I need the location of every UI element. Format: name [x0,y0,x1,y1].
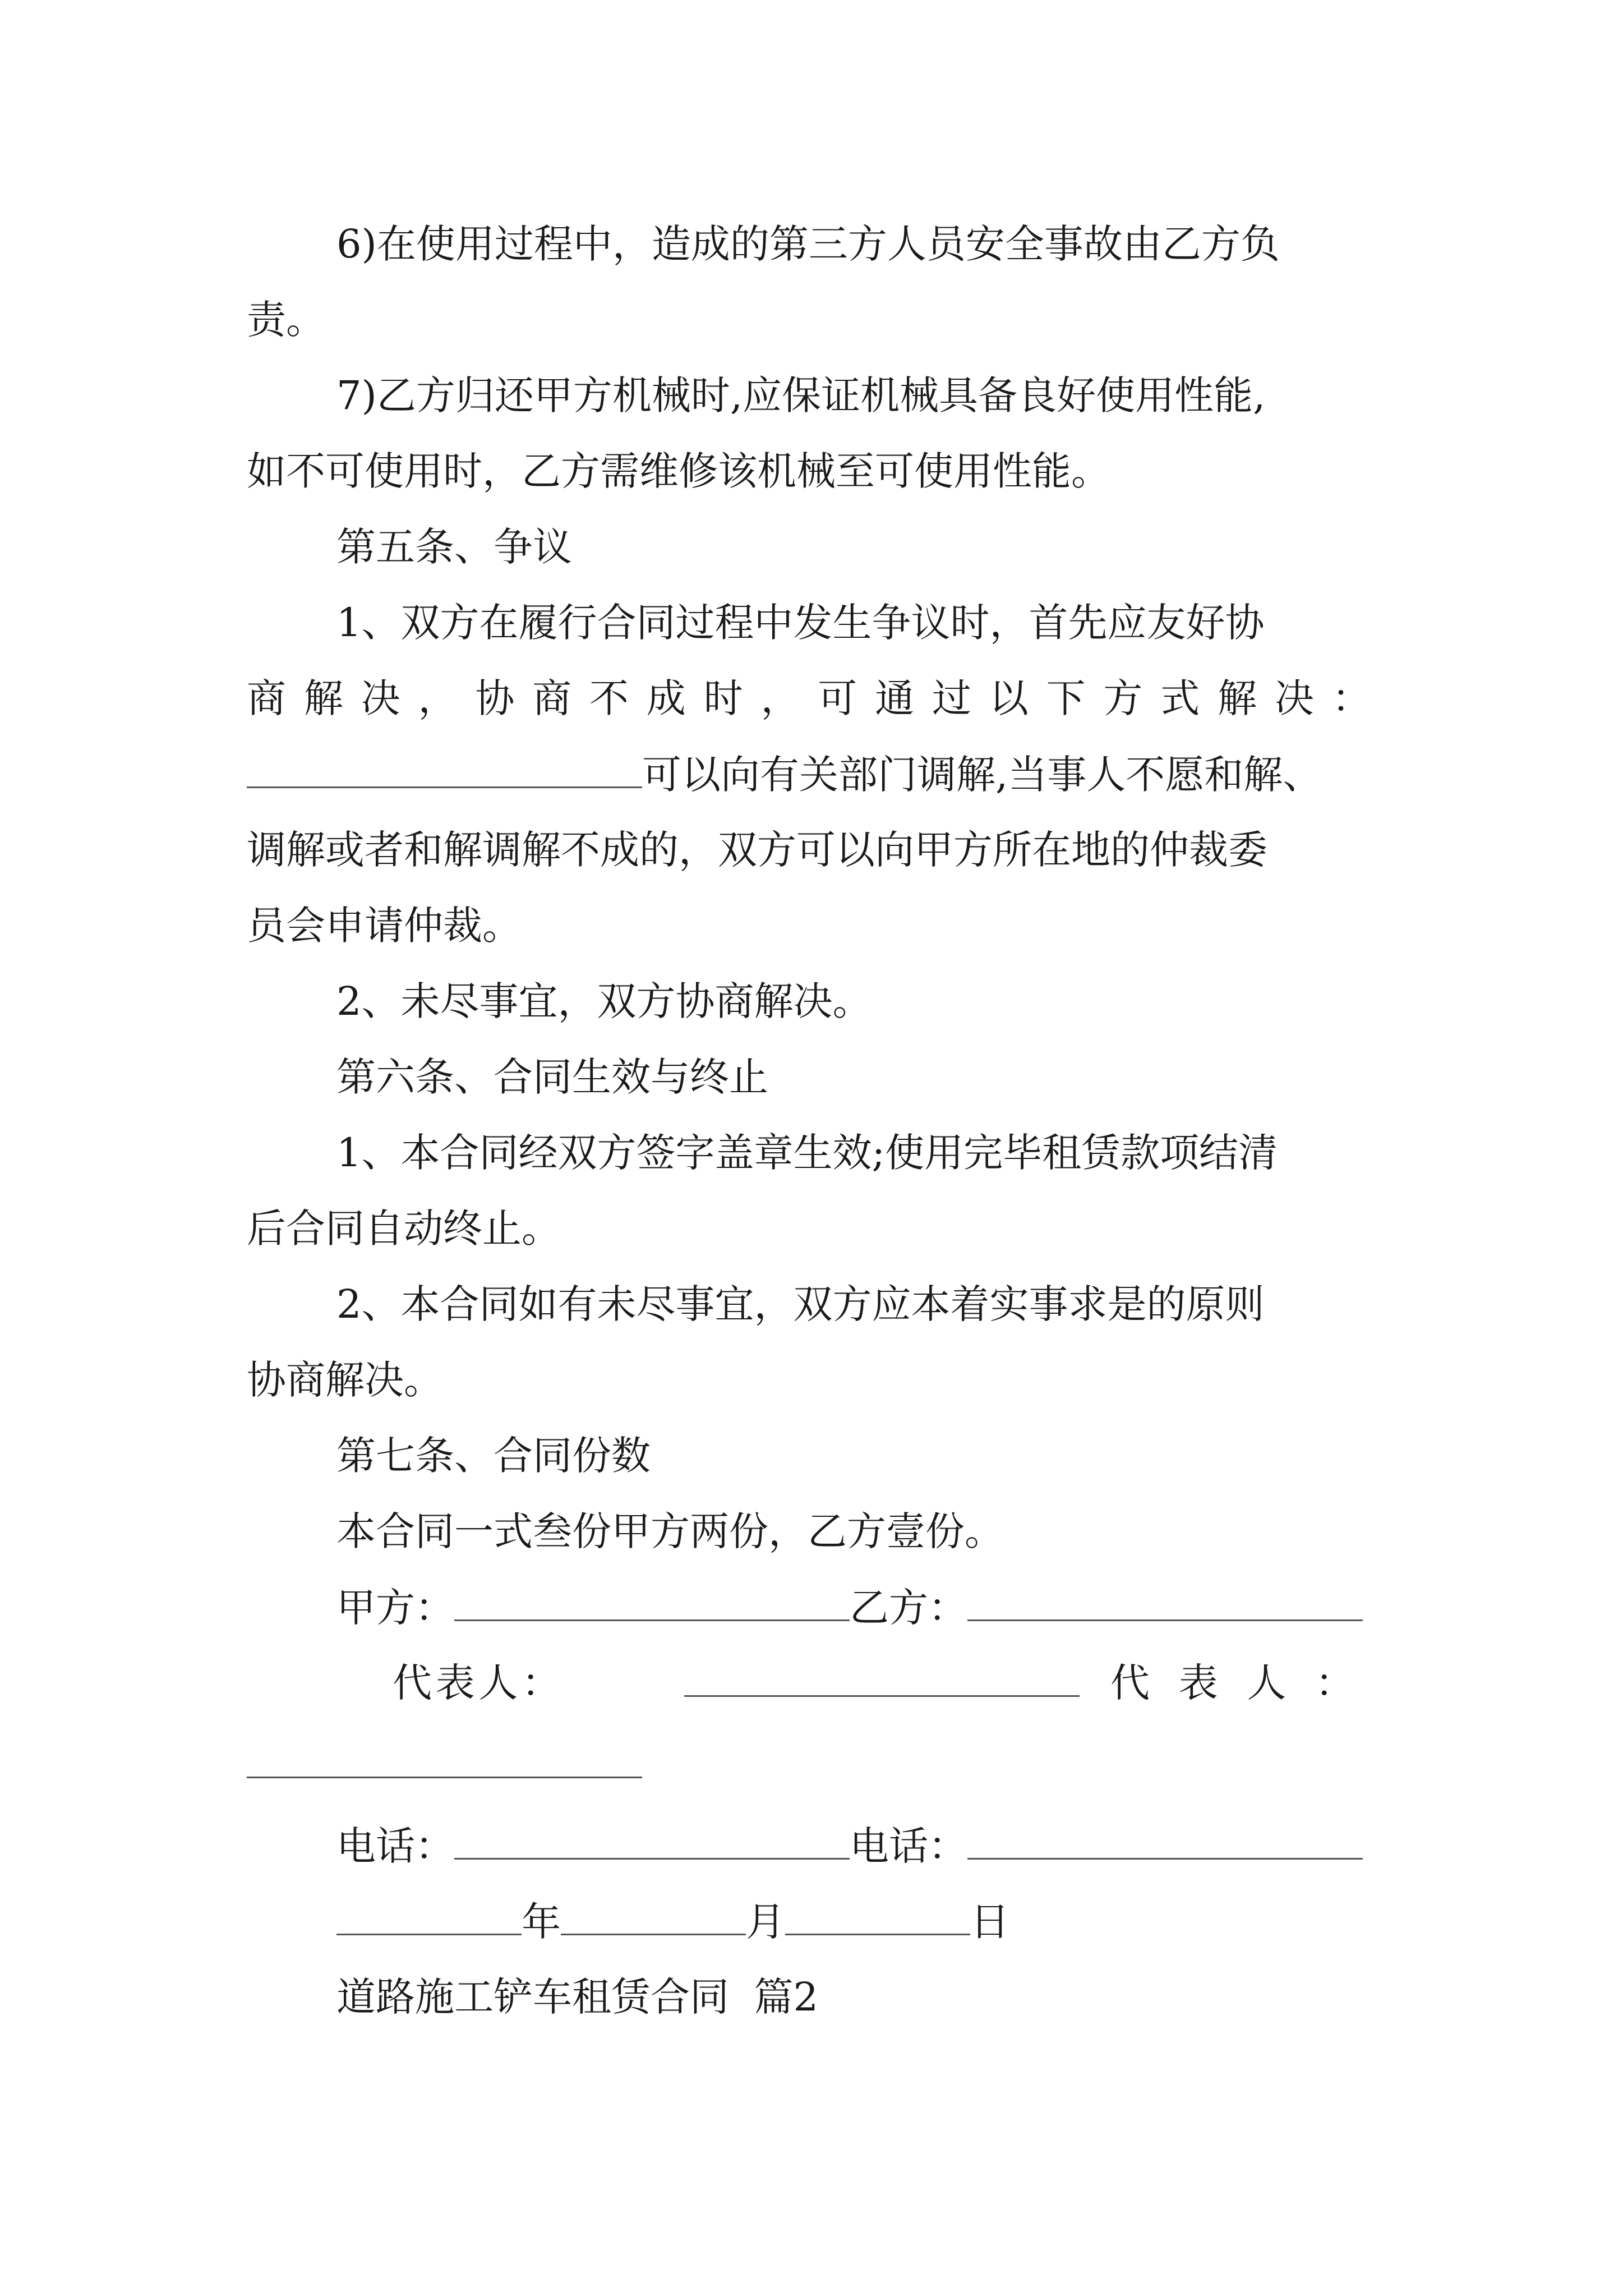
rep-a-blank[interactable] [684,1655,1080,1697]
rep-b-blank[interactable] [247,1736,642,1778]
char: 人 [478,1660,518,1706]
clause-5-item-1-line2 [247,670,1371,726]
char: 商 [247,675,286,721]
phone-b-label: 电话： [850,1823,967,1869]
party-a-label: 甲方： [336,1585,454,1631]
clause-5-item-1-line3 [247,746,1322,802]
party-b-label: 乙方： [850,1585,967,1631]
char: 协 [475,675,515,721]
phone-a-label: 电话： [336,1823,454,1869]
clause-5-item-1-line5: 员会申请仲裁。 [247,903,522,949]
rep-a-blank-line [684,1655,1080,1711]
month-blank[interactable] [561,1893,746,1935]
char: ： [1331,675,1371,721]
char: 代 [1110,1660,1150,1706]
char: 方 [1103,675,1143,721]
char: 式 [1160,675,1200,721]
month-label: 月 [746,1899,785,1945]
clause-5-item-1-line4: 调解或者和解调解不成的，双方可以向甲方所在地的仲裁委 [247,827,1267,873]
year-label: 年 [522,1899,561,1945]
clause-5-heading: 第五条、争议 [336,524,572,570]
party-b-blank[interactable] [967,1579,1363,1621]
signature-date-line [336,1893,1009,1949]
char: 下 [1046,675,1086,721]
char: ： [521,1660,561,1706]
clause-7-heading: 第七条、合同份数 [336,1433,651,1479]
char: 解 [303,675,343,721]
char: 人 [1247,1660,1287,1706]
char: 商 [532,675,572,721]
char: 时 [703,675,743,721]
phone-a-blank[interactable] [454,1818,850,1860]
rep-b-label [1110,1655,1354,1711]
signature-party-line [336,1579,1363,1635]
clause-6-item-1-line2: 后合同自动终止。 [247,1205,561,1251]
char: 以 [989,675,1029,721]
char: ： [1315,1660,1354,1706]
signature-phone-line [336,1818,1363,1874]
char: 表 [1178,1660,1218,1706]
day-blank[interactable] [785,1893,970,1935]
clause-5-item-1-line1: 1、双方在履行合同过程中发生争议时，首先应友好协 [336,600,1265,646]
rep-a-label [393,1655,561,1711]
clause-5-item-2: 2、未尽事宜，双方协商解决。 [336,978,872,1024]
char: 决 [361,675,400,721]
clause-4-item-6-line2: 责。 [247,297,325,343]
char: 解 [1218,675,1257,721]
day-label: 日 [970,1899,1009,1945]
clause-6-item-2-line2: 协商解决。 [247,1357,443,1403]
clause-4-item-7-line2: 如不可使用时，乙方需维修该机械至可使用性能。 [247,448,1110,494]
clause-7-text: 本合同一式叁份甲方两份，乙方壹份。 [336,1508,1004,1554]
party-a-blank[interactable] [454,1579,850,1621]
char: 不 [589,675,629,721]
char: 可 [818,675,857,721]
char: ， [760,675,800,721]
phone-b-blank[interactable] [967,1818,1363,1860]
clause-6-item-2-line1: 2、本合同如有未尽事宜，双方应本着实事求是的原则 [336,1281,1265,1327]
clause-5-item-1-text: 可以向有关部门调解,当事人不愿和解、 [642,752,1322,798]
clause-6-item-1-line1: 1、本合同经双方签字盖章生效;使用完毕租赁款项结清 [336,1130,1278,1176]
clause-4-item-7-line1: 7)乙方归还甲方机械时,应保证机械具备良好使用性能, [336,372,1266,418]
char: 表 [435,1660,475,1706]
char: ， [418,675,458,721]
next-contract-title: 道路施工铲车租赁合同 篇2 [336,1974,819,2020]
char: 过 [932,675,971,721]
char: 决 [1274,675,1314,721]
char: 代 [393,1660,432,1706]
char: 成 [646,675,686,721]
year-blank[interactable] [336,1893,522,1935]
clause-6-heading: 第六条、合同生效与终止 [336,1054,768,1100]
clause-4-item-6-line1: 6)在使用过程中，造成的第三方人员安全事故由乙方负 [336,221,1280,267]
char: 通 [875,675,915,721]
rep-b-blank-line [247,1736,642,1792]
dispute-method-blank[interactable] [247,746,642,788]
